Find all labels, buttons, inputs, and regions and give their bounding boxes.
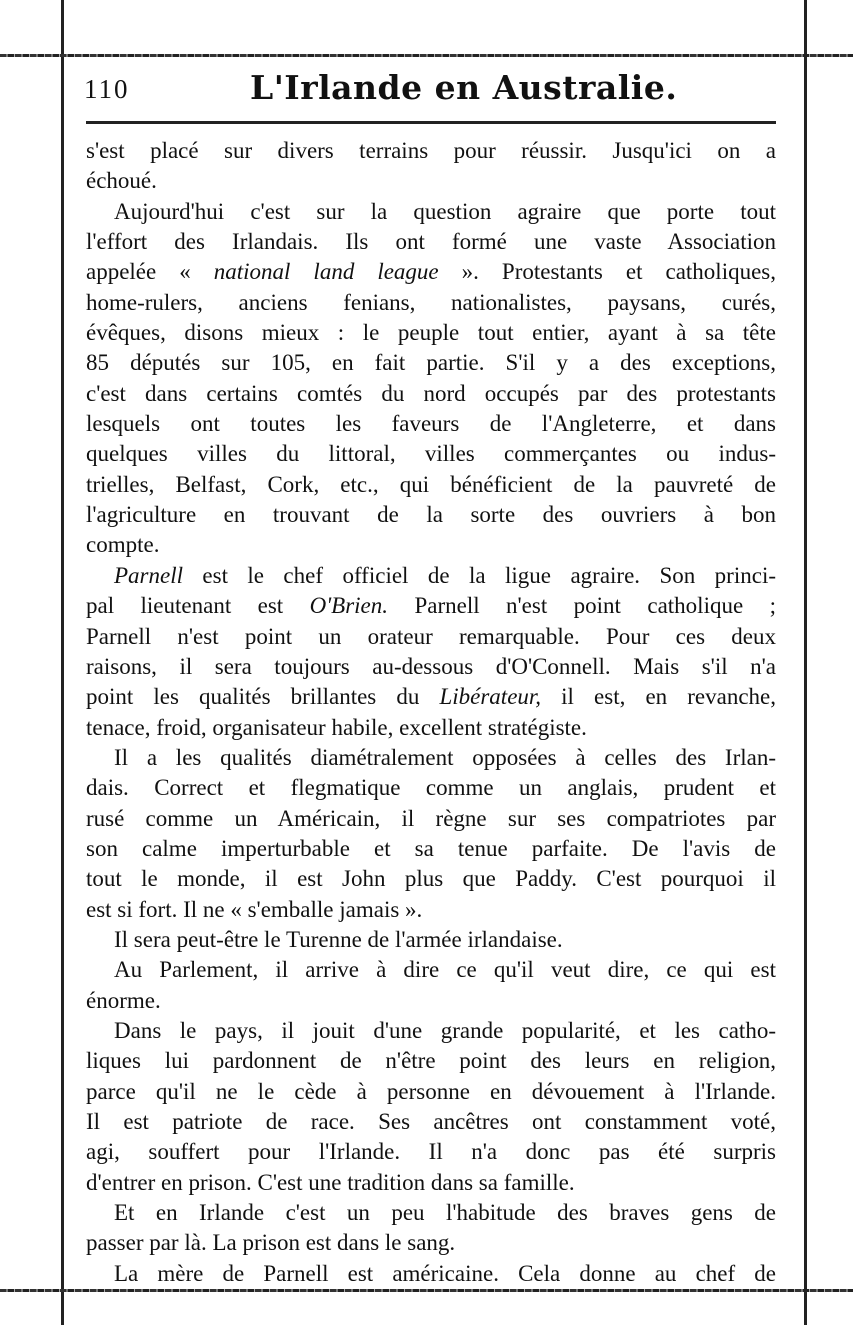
text-line: quelques villes du littoral, villes commerçantes ou indus- [86,441,776,467]
italic-text: Libérateur, [439,684,542,710]
text-line [86,591,776,621]
text-line: home-rulers, anciens fenians, nationalistes, paysans, curés, [86,289,776,315]
text-line: rusé comme un Américain, il règne sur ses compatriotes par [86,805,776,831]
text-line: c'est dans certains comtés du nord occupés par des protestants [86,380,776,406]
text-line: l'agriculture en trouvant de la sorte des ouvriers à bon [86,502,776,528]
text-line: Parnell n'est point un orateur remarquable. Pour ces deux [86,623,776,649]
text-span: pal lieutenant est [86,593,310,619]
running-title: L'Irlande en Australie. [250,68,678,107]
text-line: liques lui pardonnent de n'être point des leurs en religion, [86,1048,776,1074]
header-rule [86,121,776,124]
text-line: Il sera peut-être le Turenne de l'armée irlandaise. [114,926,563,952]
text-span: point les qualités brillantes du [86,684,440,710]
italic-text: national land league [213,259,439,285]
text-line: dais. Correct et flegmatique comme un anglais, prudent et [86,775,776,801]
text-line: lesquels ont toutes les faveurs de l'Angleterre, et dans [86,411,776,437]
text-line: Il est patriote de race. Ses ancêtres ont constamment voté, [86,1109,776,1134]
text-line: Aujourd'hui c'est sur la question agraire que porte tout [114,198,776,224]
text-span: est le chef officiel de la ligue agraire. Son princi- [183,562,776,588]
text-line: est si fort. Il ne « s'emballe jamais ». [86,896,423,922]
text-line: Dans le pays, il jouit d'une grande popularité, et les catho- [114,1017,776,1043]
text-line: parce qu'il ne le cède à personne en dévouement à l'Irlande. [86,1078,776,1104]
text-line: 85 députés sur 105, en fait partie. S'il y a des exceptions, [86,350,776,376]
italic-text: O'Brien. [309,593,389,619]
page-edge-left [61,0,64,1325]
text-line: énorme. [86,987,161,1013]
scan-border-top [0,54,853,57]
text-line: La mère de Parnell est américaine. Cela donne au chef de [114,1260,776,1286]
body-text [86,136,776,1289]
text-span: Parnell n'est point catholique ; [388,593,776,619]
page-number: 110 [84,74,130,104]
text-span: ». Protestants et catholiques, [438,259,776,285]
text-line: l'effort des Irlandais. Ils ont formé une vaste Association [86,229,776,255]
text-line [86,682,776,712]
page-edge-right [804,0,807,1325]
text-line: d'entrer en prison. C'est une tradition dans sa famille. [86,1169,575,1195]
text-line: s'est placé sur divers terrains pour réussir. Jusqu'ici on a [86,138,776,163]
text-line: Il a les qualités diamétralement opposées à celles des Irlan- [114,744,776,770]
text-line: échoué. [86,168,157,194]
text-span: il est, en revanche, [541,684,776,710]
text-line [86,561,776,591]
text-line: Et en Irlande c'est un peu l'habitude des braves gens de [114,1200,776,1226]
text-span: appelée « [86,259,214,285]
text-line: compte. [86,532,160,558]
text-line: passer par là. La prison est dans le sang. [86,1230,456,1256]
text-line: tout le monde, il est John plus que Paddy. C'est pourquoi il [86,866,776,892]
text-line: Au Parlement, il arrive à dire ce qu'il veut dire, ce qui est [114,957,776,983]
scan-border-bottom [0,1289,853,1292]
text-line [86,257,776,287]
italic-text: Parnell [114,562,183,588]
text-line: évêques, disons mieux : le peuple tout entier, ayant à sa tête [86,320,776,346]
text-line: trielles, Belfast, Cork, etc., qui bénéficient de la pauvreté de [86,471,776,497]
text-line: tenace, froid, organisateur habile, excellent stratégiste. [86,714,587,740]
text-line: son calme imperturbable et sa tenue parfaite. De l'avis de [86,835,776,861]
text-line: raisons, il sera toujours au-dessous d'O'Connell. Mais s'il n'a [86,653,776,679]
text-line: agi, souffert pour l'Irlande. Il n'a donc pas été surpris [86,1139,776,1165]
